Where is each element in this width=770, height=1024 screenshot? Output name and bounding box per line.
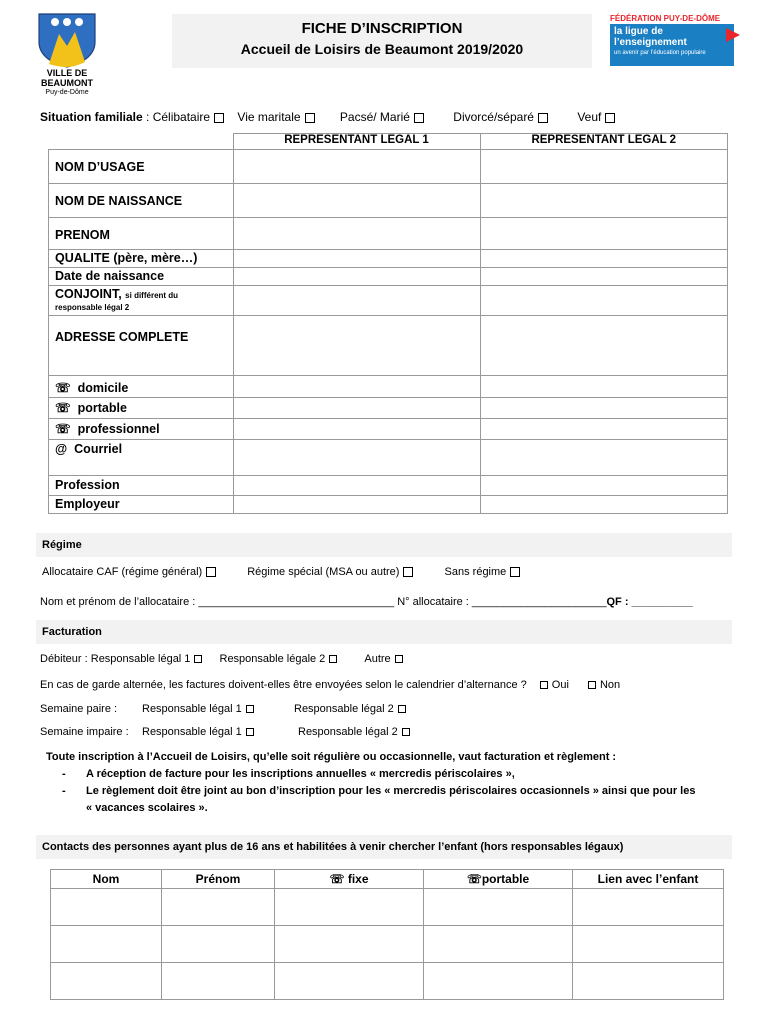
col-representant-1: REPRESENTANT LEGAL 1 bbox=[233, 134, 480, 150]
cell-date-naissance-2[interactable] bbox=[480, 268, 728, 286]
semaine-impaire-label: Semaine impaire : bbox=[40, 726, 129, 738]
cell-nom-naissance-2[interactable] bbox=[480, 184, 728, 218]
contact-cell[interactable] bbox=[275, 926, 424, 963]
impaire-rl2[interactable]: Responsable légal 2 bbox=[298, 726, 410, 738]
ligue-top: FÉDÉRATION PUY-DE-DÔME bbox=[610, 14, 721, 23]
cell-profession-1[interactable] bbox=[233, 476, 480, 496]
allocataire-nom[interactable]: Nom et prénom de l’allocataire : ________________________________ bbox=[40, 596, 395, 608]
situation-row: Situation familiale : Célibataire Vie maritale Pacsé/ Marié Divorcé/séparé Veuf bbox=[40, 110, 740, 124]
contacts-col-prenom: Prénom bbox=[162, 870, 275, 889]
contacts-table bbox=[50, 869, 724, 1000]
row-portable: ☏ portable bbox=[49, 398, 234, 419]
contacts-col-portable: ☏portable bbox=[424, 870, 573, 889]
debiteur-rl2[interactable]: Responsable légale 2 bbox=[220, 653, 338, 665]
row-conjoint: CONJOINT, si différent du responsable légal 2 bbox=[49, 286, 234, 316]
row-courriel: @ Courriel bbox=[49, 440, 234, 476]
bullet-1: - A réception de facture pour les inscriptions annuelles « mercredis périscolaires », bbox=[62, 768, 515, 780]
contact-cell[interactable] bbox=[162, 926, 275, 963]
paire-rl2[interactable]: Responsable légal 2 bbox=[294, 703, 406, 715]
semaine-paire-line bbox=[40, 703, 740, 715]
regime-special[interactable]: Régime spécial (MSA ou autre) bbox=[247, 566, 413, 578]
row-professionnel: ☏ professionnel bbox=[49, 419, 234, 440]
cell-domicile-2[interactable] bbox=[480, 376, 728, 398]
cell-prenom-2[interactable] bbox=[480, 218, 728, 250]
table-row bbox=[51, 963, 724, 1000]
ligue-arrow-icon bbox=[726, 28, 740, 42]
contact-cell[interactable] bbox=[573, 963, 724, 1000]
ville-logo bbox=[22, 12, 112, 98]
cell-conjoint-2[interactable] bbox=[480, 286, 728, 316]
allocataire-line bbox=[40, 596, 740, 608]
col-representant-2: REPRESENTANT LEGAL 2 bbox=[480, 134, 728, 150]
ligue-logo bbox=[610, 14, 734, 70]
ville-line1: VILLE DE bbox=[46, 68, 88, 78]
table-row bbox=[51, 889, 724, 926]
row-profession: Profession bbox=[49, 476, 234, 496]
cell-professionnel-2[interactable] bbox=[480, 419, 728, 440]
cell-adresse-2[interactable] bbox=[480, 316, 728, 376]
cell-qualite-1[interactable] bbox=[233, 250, 480, 268]
at-icon: @ bbox=[55, 442, 68, 456]
contact-cell[interactable] bbox=[162, 889, 275, 926]
cell-prenom-1[interactable] bbox=[233, 218, 480, 250]
coat-of-arms-icon bbox=[35, 12, 99, 68]
cell-nom-usage-2[interactable] bbox=[480, 150, 728, 184]
contact-cell[interactable] bbox=[424, 889, 573, 926]
row-employeur: Employeur bbox=[49, 496, 234, 514]
row-prenom: PRENOM bbox=[49, 218, 234, 250]
situation-opt-celibataire[interactable]: Célibataire bbox=[153, 110, 224, 124]
representants-table bbox=[48, 133, 728, 514]
cell-courriel-2[interactable] bbox=[480, 440, 728, 476]
cell-date-naissance-1[interactable] bbox=[233, 268, 480, 286]
table-row bbox=[51, 926, 724, 963]
debiteur-line bbox=[40, 653, 740, 665]
contact-cell[interactable] bbox=[51, 963, 162, 1000]
cell-conjoint-1[interactable] bbox=[233, 286, 480, 316]
regime-sans[interactable]: Sans régime bbox=[445, 566, 521, 578]
contact-cell[interactable] bbox=[51, 926, 162, 963]
debiteur-rl1[interactable]: Débiteur : Responsable légal 1 bbox=[40, 653, 202, 665]
cell-employeur-1[interactable] bbox=[233, 496, 480, 514]
contacts-col-fixe: ☏ fixe bbox=[275, 870, 424, 889]
row-adresse: ADRESSE COMPLETE bbox=[49, 316, 234, 376]
phone-icon: ☏ bbox=[55, 401, 71, 415]
row-domicile: ☏ domicile bbox=[49, 376, 234, 398]
ville-line3: Puy-de-Dôme bbox=[45, 89, 89, 96]
situation-opt-veuf[interactable]: Veuf bbox=[577, 110, 615, 124]
cell-courriel-1[interactable] bbox=[233, 440, 480, 476]
contact-cell[interactable] bbox=[424, 926, 573, 963]
contacts-section-title: Contacts des personnes ayant plus de 16 ans et habilitées à venir chercher l’enfant (hors responsables légaux) bbox=[36, 835, 732, 859]
row-nom-naissance: NOM DE NAISSANCE bbox=[49, 184, 234, 218]
contacts-col-lien: Lien avec l’enfant bbox=[573, 870, 724, 889]
ligue-l1: la ligue de bbox=[614, 26, 663, 37]
situation-opt-pacse[interactable]: Pacsé/ Marié bbox=[340, 110, 424, 124]
facturation-section-title: Facturation bbox=[36, 620, 732, 644]
bullet-2-cont: « vacances scolaires ». bbox=[86, 802, 208, 814]
situation-opt-vie-maritale[interactable]: Vie maritale bbox=[237, 110, 314, 124]
cell-employeur-2[interactable] bbox=[480, 496, 728, 514]
cell-adresse-1[interactable] bbox=[233, 316, 480, 376]
contact-cell[interactable] bbox=[424, 963, 573, 1000]
cell-nom-usage-1[interactable] bbox=[233, 150, 480, 184]
contact-cell[interactable] bbox=[275, 889, 424, 926]
cell-qualite-2[interactable] bbox=[480, 250, 728, 268]
facturation-notice bbox=[46, 751, 736, 814]
ligue-l2: l’enseignement bbox=[614, 37, 687, 48]
contacts-col-nom: Nom bbox=[51, 870, 162, 889]
notice-text: Toute inscription à l’Accueil de Loisirs, qu’elle soit régulière ou occasionnelle, vaut facturation et règlement : bbox=[46, 751, 617, 763]
contact-cell[interactable] bbox=[573, 926, 724, 963]
cell-nom-naissance-1[interactable] bbox=[233, 184, 480, 218]
regime-options bbox=[42, 566, 742, 578]
cell-professionnel-1[interactable] bbox=[233, 419, 480, 440]
row-date-naissance: Date de naissance bbox=[49, 268, 234, 286]
cell-profession-2[interactable] bbox=[480, 476, 728, 496]
impaire-rl1[interactable]: Responsable légal 1 bbox=[142, 726, 254, 738]
allocataire-qf[interactable]: QF : __________ bbox=[606, 596, 693, 608]
page-title: FICHE D’INSCRIPTION bbox=[301, 20, 463, 37]
contact-cell[interactable] bbox=[162, 963, 275, 1000]
garde-non[interactable]: Non bbox=[584, 679, 620, 691]
ville-line2: BEAUMONT bbox=[41, 78, 93, 88]
ligue-panel bbox=[610, 24, 734, 66]
regime-section-title: Régime bbox=[36, 533, 732, 557]
cell-portable-2[interactable] bbox=[480, 398, 728, 419]
garde-line bbox=[40, 679, 760, 691]
header-box bbox=[172, 14, 592, 68]
paire-rl1[interactable]: Responsable légal 1 bbox=[142, 703, 254, 715]
phone-icon: ☏ bbox=[55, 381, 71, 395]
situation-opt-divorce[interactable]: Divorcé/séparé bbox=[453, 110, 548, 124]
semaine-impaire-line bbox=[40, 726, 740, 738]
row-qualite: QUALITE (père, mère…) bbox=[49, 250, 234, 268]
situation-label: Situation familiale bbox=[40, 110, 143, 124]
semaine-paire-label: Semaine paire : bbox=[40, 703, 118, 715]
row-nom-usage: NOM D’USAGE bbox=[49, 150, 234, 184]
debiteur-autre[interactable]: Autre bbox=[364, 653, 402, 665]
bullet-2: - Le règlement doit être joint au bon d’inscription pour les « mercredis périscolaires occasionnels » ainsi que pour les bbox=[62, 785, 696, 797]
cell-domicile-1[interactable] bbox=[233, 376, 480, 398]
contact-cell[interactable] bbox=[573, 889, 724, 926]
allocataire-num[interactable]: N° allocataire : ______________________ bbox=[397, 596, 607, 608]
page-subtitle: Accueil de Loisirs de Beaumont 2019/2020 bbox=[240, 41, 524, 57]
regime-caf[interactable]: Allocataire CAF (régime général) bbox=[42, 566, 216, 578]
contact-cell[interactable] bbox=[51, 889, 162, 926]
cell-portable-1[interactable] bbox=[233, 398, 480, 419]
phone-icon: ☏ bbox=[55, 422, 71, 436]
contact-cell[interactable] bbox=[275, 963, 424, 1000]
garde-oui[interactable]: Oui bbox=[536, 679, 569, 691]
ligue-l3: un avenir par l’éducation populaire bbox=[614, 50, 706, 56]
garde-question: En cas de garde alternée, les factures doivent-elles être envoyées selon le calendrier d’alternance ? bbox=[40, 679, 527, 691]
